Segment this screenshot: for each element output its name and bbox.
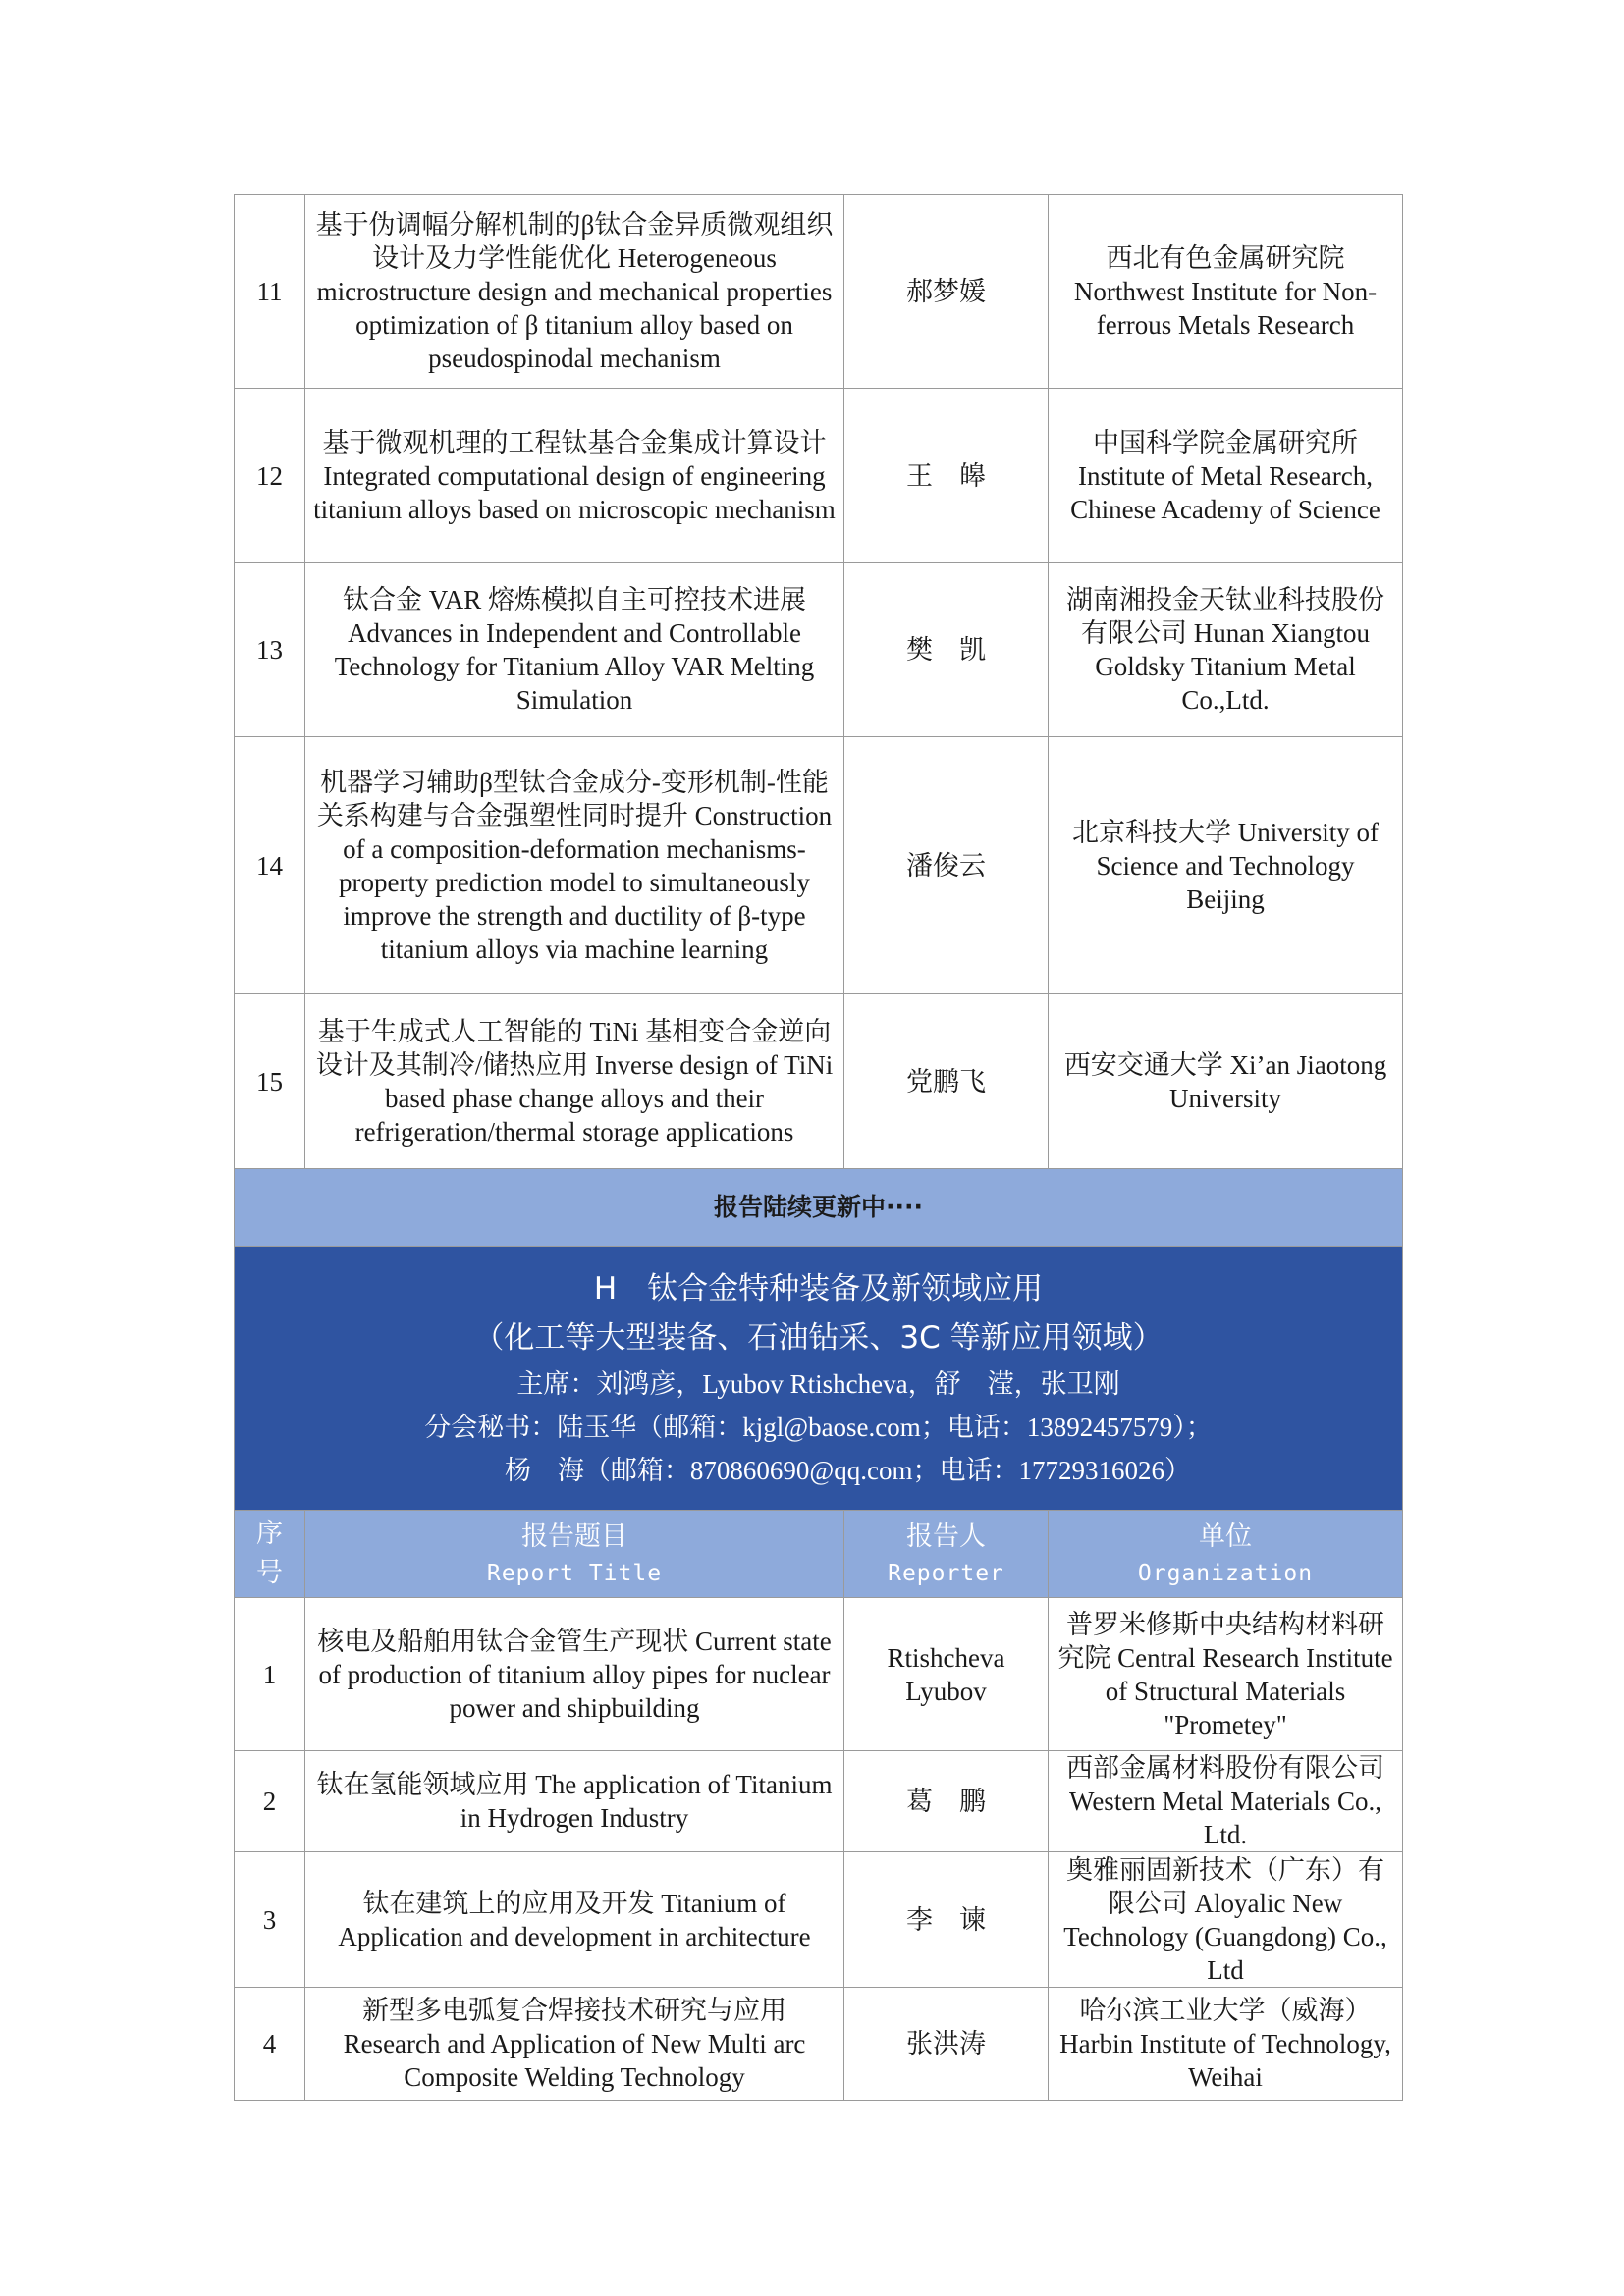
- organization: 北京科技大学 University of Science and Technology Beijing: [1049, 737, 1403, 994]
- table-row: [235, 389, 1403, 563]
- table-row: [235, 1598, 1403, 1751]
- row-number: 2: [235, 1751, 305, 1852]
- row-number: 14: [235, 737, 305, 994]
- report-title: 基于微观机理的工程钛基合金集成计算设计 Integrated computational design of engineering titanium alloys based on microscopic mechanism: [305, 389, 844, 563]
- organization: 奥雅丽固新技术（广东）有限公司 Aloyalic New Technology (Guangdong) Co., Ltd: [1049, 1852, 1403, 1988]
- table-row: [235, 737, 1403, 994]
- report-title: 钛在氢能领域应用 The application of Titanium in Hydrogen Industry: [305, 1751, 844, 1852]
- session-title: H 钛合金特种装备及新领域应用: [593, 1271, 1044, 1307]
- session-header: [235, 1247, 1403, 1511]
- header-title-en: Report Title: [486, 1561, 663, 1586]
- header-number: 序号: [256, 1519, 283, 1588]
- row-number: 12: [235, 389, 305, 563]
- reporter: 党鹏飞: [844, 994, 1049, 1169]
- table-row: [235, 1751, 1403, 1852]
- schedule-table: [234, 194, 1403, 2101]
- organization: 西北有色金属研究院 Northwest Institute for Non-ferrous Metals Research: [1049, 195, 1403, 389]
- session-secretary-1: 分会秘书：陆玉华（邮箱：kjgl@baose.com；电话：13892457579）；: [424, 1413, 1213, 1442]
- row-number: 3: [235, 1852, 305, 1988]
- table-row: [235, 994, 1403, 1169]
- organization: 西安交通大学 Xi’an Jiaotong University: [1049, 994, 1403, 1169]
- row-number: 4: [235, 1988, 305, 2101]
- reporter: 葛 鹏: [844, 1751, 1049, 1852]
- column-header-row: [235, 1511, 1403, 1598]
- reporter: 潘俊云: [844, 737, 1049, 994]
- organization: 普罗米修斯中央结构材料研究院 Central Research Institute of Structural Materials "Prometey": [1049, 1598, 1403, 1751]
- organization: 哈尔滨工业大学（威海） Harbin Institute of Technology, Weihai: [1049, 1988, 1403, 2101]
- header-title-cn: 报告题目: [521, 1522, 627, 1552]
- header-org-en: Organization: [1137, 1561, 1314, 1586]
- organization: 湖南湘投金天钛业科技股份有限公司 Hunan Xiangtou Goldsky Titanium Metal Co.,Ltd.: [1049, 563, 1403, 737]
- row-number: 1: [235, 1598, 305, 1751]
- update-notice: 报告陆续更新中····: [235, 1169, 1403, 1247]
- reporter: 张洪涛: [844, 1988, 1049, 2101]
- row-number: 11: [235, 195, 305, 389]
- header-org-cn: 单位: [1199, 1522, 1252, 1552]
- report-title: 钛在建筑上的应用及开发 Titanium of Application and development in architecture: [305, 1852, 844, 1988]
- table-row: [235, 1852, 1403, 1988]
- reporter: 郝梦媛: [844, 195, 1049, 389]
- header-reporter-cn: 报告人: [906, 1522, 986, 1552]
- report-title: 核电及船舶用钛合金管生产现状 Current state of production of titanium alloy pipes for nuclear power and shipbuilding: [305, 1598, 844, 1751]
- report-title: 基于伪调幅分解机制的β钛合金异质微观组织设计及力学性能优化 Heterogeneous microstructure design and mechanical properties optimization of β titanium alloy based on pseudospinodal mechanism: [305, 195, 844, 389]
- report-title: 新型多电弧复合焊接技术研究与应用 Research and Application of New Multi arc Composite Welding Technology: [305, 1988, 844, 2101]
- report-title: 钛合金 VAR 熔炼模拟自主可控技术进展 Advances in Independent and Controllable Technology for Titanium Alloy VAR Melting Simulation: [305, 563, 844, 737]
- table-row: [235, 1988, 1403, 2101]
- reporter: 樊 凯: [844, 563, 1049, 737]
- row-number: 15: [235, 994, 305, 1169]
- header-reporter-en: Reporter: [888, 1561, 1004, 1586]
- report-title: 基于生成式人工智能的 TiNi 基相变合金逆向设计及其制冷/储热应用 Inverse design of TiNi based phase change alloys and their refrigeration/thermal storage applications: [305, 994, 844, 1169]
- session-subtitle: （化工等大型装备、石油钻采、3C 等新应用领域）: [473, 1320, 1164, 1356]
- table-row: [235, 563, 1403, 737]
- session-chairs: 主席：刘鸿彦，Lyubov Rtishcheva，舒 滢，张卫刚: [516, 1369, 1120, 1399]
- update-notice-row: [235, 1169, 1403, 1247]
- organization: 中国科学院金属研究所 Institute of Metal Research, Chinese Academy of Science: [1049, 389, 1403, 563]
- reporter: Rtishcheva Lyubov: [844, 1598, 1049, 1751]
- reporter: 王 皞: [844, 389, 1049, 563]
- table-row: [235, 195, 1403, 389]
- row-number: 13: [235, 563, 305, 737]
- reporter: 李 谏: [844, 1852, 1049, 1988]
- report-title: 机器学习辅助β型钛合金成分-变形机制-性能关系构建与合金强塑性同时提升 Construction of a composition-deformation mechanisms-property prediction model to simultaneously improve the strength and ductility of β-type titanium alloys via machine learning: [305, 737, 844, 994]
- organization: 西部金属材料股份有限公司 Western Metal Materials Co., Ltd.: [1049, 1751, 1403, 1852]
- session-secretary-2: 杨 海（邮箱：870860690@qq.com；电话：17729316026）: [504, 1456, 1192, 1485]
